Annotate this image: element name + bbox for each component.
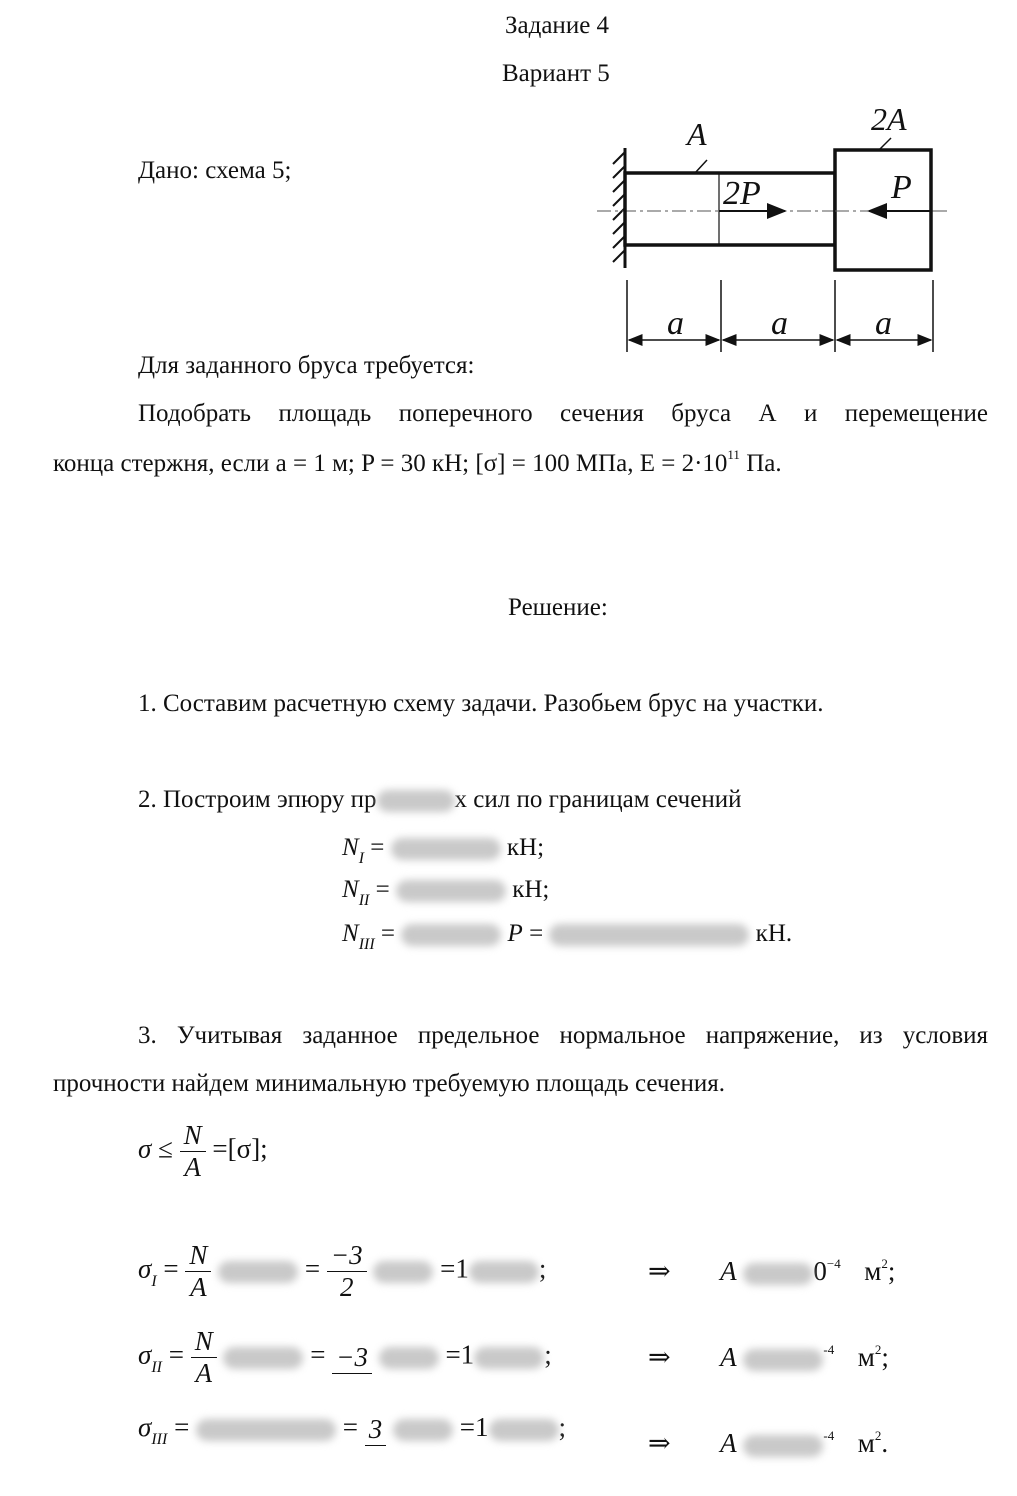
requirement-intro: Для заданного бруса требуется:: [138, 352, 475, 379]
dim-a-1: a: [667, 305, 684, 342]
condition-fraction: $\frac{N}{A}$: [180, 1120, 206, 1183]
requirement-line-2: конца стержня, если a = 1 м; P = 30 кН; [σ] = 100 МПа, $E = 2\cdot 10^{11}$ Па.: [53, 447, 782, 477]
step-1: 1. Составим расчетную схему задачи. Разобьем брус на участки.: [138, 690, 824, 717]
force-row-2: $N_{II}$ = кН;: [342, 876, 550, 909]
stress-row-3-result: ⇒ A $^{-4}$ $м^2$.: [648, 1428, 889, 1458]
force-row-1: $N_I$ = кН;: [342, 834, 545, 867]
dim-a-2: a: [771, 305, 788, 342]
step-3-line-1: 3. Учитывая заданное предельное нормальное напряжение, из условия: [138, 1022, 988, 1049]
requirement-line-1: Подобрать площадь поперечного сечения бруса А и перемещение: [138, 400, 988, 427]
dim-a-3: a: [875, 305, 892, 342]
task-title: Задание 4: [505, 12, 610, 39]
force-P-label: P: [891, 169, 912, 206]
area-2A-label: 2A: [871, 101, 907, 137]
wall-hatching: [613, 152, 625, 262]
force-2P-label: 2P: [723, 175, 761, 212]
force-row-3: $N_{III} = P$ = кН.: [342, 920, 793, 953]
given-text: Дано: схема 5;: [138, 157, 292, 184]
beam-scheme-figure: [595, 100, 955, 360]
blurred-text: [377, 790, 455, 812]
step-3-line-2: прочности найдем минимальную требуемую площадь сечения.: [53, 1070, 726, 1097]
stress-row-1-result: ⇒ A $0^{-4}$ $м^2$;: [648, 1256, 896, 1286]
strength-condition: σ ≤ $\frac{N}{A}$ =[σ];: [138, 1120, 268, 1182]
variant-title: Вариант 5: [502, 60, 610, 87]
stress-row-3: $\sigma_{III}$ = = 3 =1 ;: [138, 1412, 567, 1448]
stress-row-2-result: ⇒ A $^{-4}$ $м^2$;: [648, 1342, 889, 1372]
area-A-label: A: [687, 116, 707, 152]
step-2: 2. Построим эпюру пр х сил по границам сечений: [138, 786, 742, 813]
stress-row-2: $\sigma_{II}$ = $\frac{N}{A}$ = −3 =1 ;: [138, 1326, 552, 1388]
solution-title: Решение:: [508, 594, 608, 621]
stress-row-1: $\sigma_I$ = $\frac{N}{A}$ = $\frac{-3}{2}$ =1 ;: [138, 1240, 547, 1302]
